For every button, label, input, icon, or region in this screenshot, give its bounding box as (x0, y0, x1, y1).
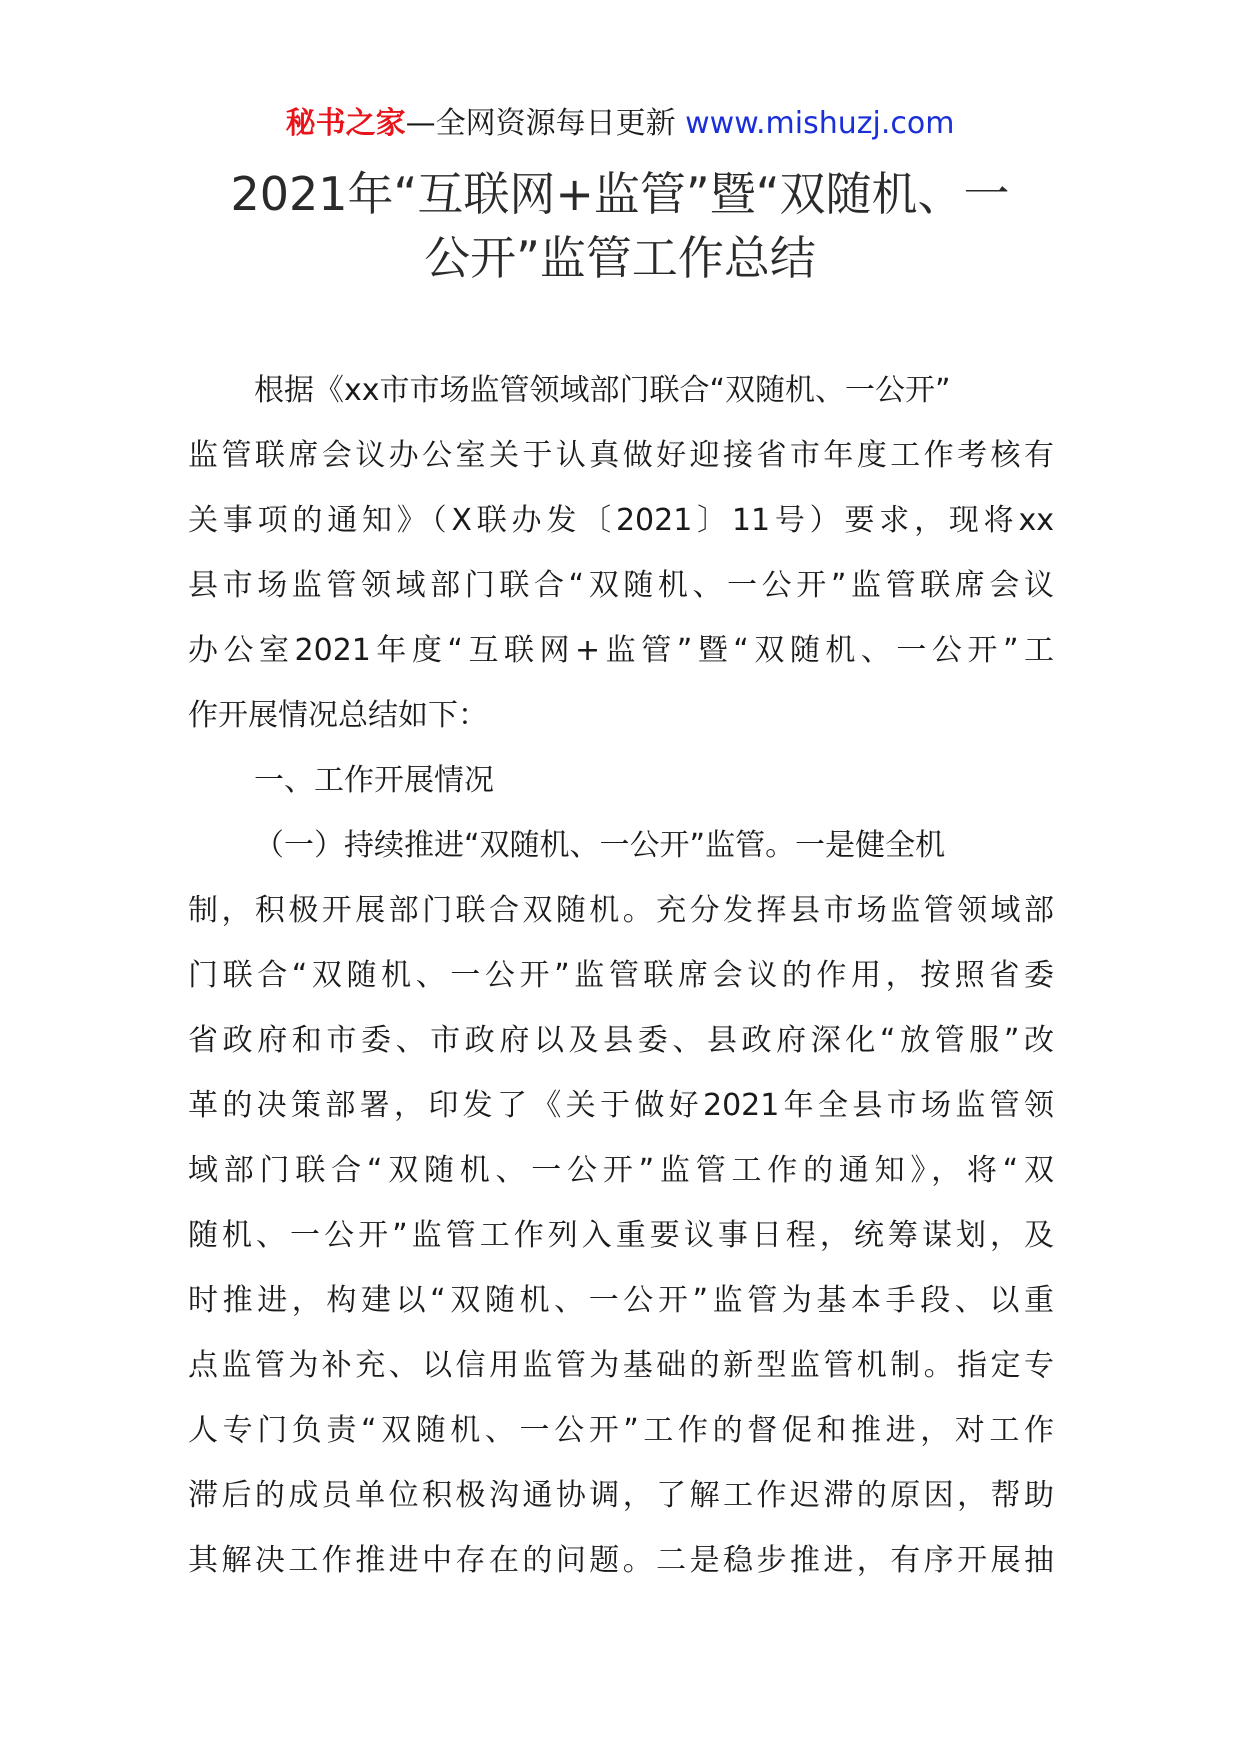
title-line: 公开”监管工作总结 (424, 231, 816, 285)
paragraph-line: 随机、一公开”监管工作列入重要议事日程，统筹谋划，及 (188, 1218, 1054, 1253)
paragraph-line: 其解决工作推进中存在的问题。二是稳步推进，有序开展抽 (188, 1543, 1054, 1578)
paragraph-line: （一）持续推进“双随机、一公开”监管。一是健全机 (254, 828, 946, 863)
site-url[interactable]: www.mishuzj.com (685, 106, 955, 141)
title-line: 2021年“互联网+监管”暨“双随机、一 (230, 167, 1010, 221)
section-heading: 一、工作开展情况 (254, 763, 494, 798)
watermark-header (0, 100, 1240, 148)
brand-name: 秘书之家 (285, 106, 406, 141)
paragraph-line: 域部门联合“双随机、一公开”监管工作的通知》，将“双 (188, 1153, 1054, 1188)
paragraph-line: 门联合“双随机、一公开”监管联席会议的作用，按照省委 (188, 958, 1054, 993)
header-tagline: —全网资源每日更新 (405, 106, 676, 141)
paragraph-line: 监管联席会议办公室关于认真做好迎接省市年度工作考核有 (188, 438, 1054, 473)
paragraph-line: 省政府和市委、市政府以及县委、县政府深化“放管服”改 (188, 1023, 1054, 1058)
document-body (188, 358, 1054, 1593)
paragraph-line: 时推进，构建以“双随机、一公开”监管为基本手段、以重 (188, 1283, 1054, 1318)
paragraph-line: 人专门负责“双随机、一公开”工作的督促和推进，对工作 (188, 1413, 1054, 1448)
paragraph-line: 革的决策部署，印发了《关于做好2021年全县市场监管领 (188, 1088, 1054, 1123)
paragraph-line: 县市场监管领域部门联合“双随机、一公开”监管联席会议 (188, 568, 1054, 603)
paragraph-line: 关事项的通知》（X联办发〔2021〕11号）要求，现将xx (188, 503, 1054, 538)
paragraph-line: 点监管为补充、以信用监管为基础的新型监管机制。指定专 (188, 1348, 1054, 1383)
paragraph-line: 滞后的成员单位积极沟通协调，了解工作迟滞的原因，帮助 (188, 1478, 1054, 1513)
paragraph-line: 制，积极开展部门联合双随机。充分发挥县市场监管领域部 (188, 893, 1054, 928)
paragraph-line: 作开展情况总结如下： (188, 698, 488, 733)
document-title (140, 162, 1100, 290)
paragraph-line: 办公室2021年度“互联网+监管”暨“双随机、一公开”工 (188, 633, 1054, 668)
paragraph-line: 根据《xx市市场监管领域部门联合“双随机、一公开” (254, 373, 951, 408)
